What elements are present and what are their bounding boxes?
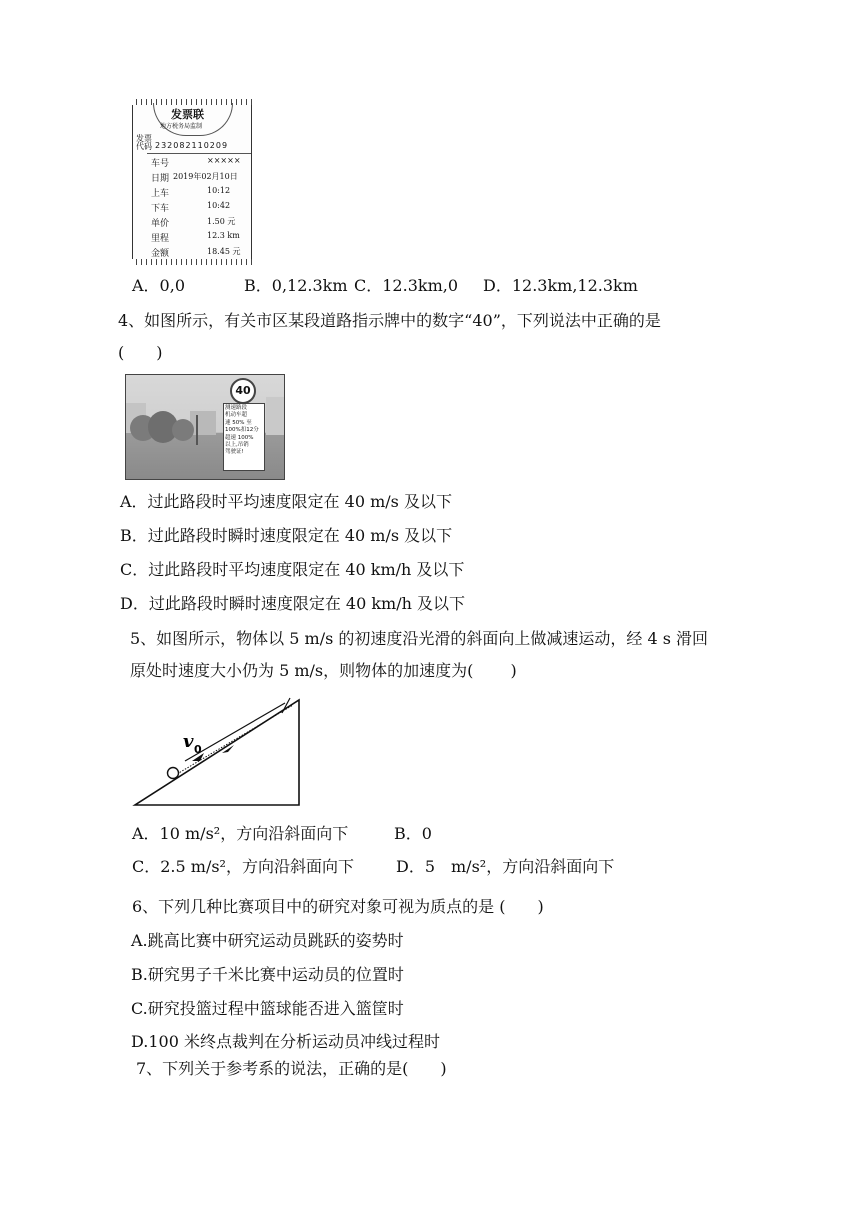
receipt-stamp-subtitle: 地方税务局监制 (160, 123, 203, 130)
q6-option-d: D.100 米终点裁判在分析运动员冲线过程时 (131, 1032, 440, 1051)
q3-option-d: D．12.3km,12.3km (483, 276, 638, 295)
incline-diagram (130, 695, 305, 810)
receipt-row-label: 单价 (151, 219, 170, 229)
q5-stem: 5、如图所示，物体以 5 m/s 的初速度沿光滑的斜面向上做减速运动，经 4 s 滑回 (130, 629, 709, 648)
q4-option-d: D．过此路段时瞬时速度限定在 40 km/h 及以下 (120, 594, 466, 613)
q3-option-c: C．12.3km,0 (354, 276, 459, 295)
v0-label: v (183, 731, 194, 752)
tree (172, 419, 194, 441)
receipt-row-value: 1.50 元 (207, 217, 236, 226)
receipt-code-label-2: 代码 (136, 142, 152, 151)
receipt-code-value: 232082110209 (155, 141, 229, 150)
building (266, 397, 284, 435)
receipt-code-label-1: 发票 (136, 134, 152, 143)
q7-stem: 7、下列关于参考系的说法，正确的是( ) (136, 1059, 447, 1078)
q5-option-a: A．10 m/s²，方向沿斜面向下 (132, 824, 349, 843)
ball (168, 768, 179, 779)
v0-subscript: 0 (194, 743, 202, 756)
lamp-post (196, 415, 198, 445)
q5-option-c: C．2.5 m/s²，方向沿斜面向下 (132, 857, 354, 876)
q4-option-b: B．过此路段时瞬时速度限定在 40 m/s 及以下 (120, 526, 453, 545)
taxi-receipt-image (132, 102, 252, 262)
q5-option-d: D．5 m/s²，方向沿斜面向下 (396, 857, 615, 876)
q5-option-b: B．0 (394, 824, 432, 843)
receipt-row-value: 12.3 km (207, 231, 240, 240)
receipt-row-value: 10:12 (207, 186, 231, 195)
receipt-row-label: 里程 (151, 234, 170, 244)
q3-option-b: B．0,12.3km (244, 276, 348, 295)
receipt-row-label: 下车 (151, 204, 170, 214)
receipt-bottom-edge (132, 259, 252, 265)
speed-limit-sign-text: 测速路段 机动车超 速 50% 至 100%扣12分 超速 100% 以上,吊销 驾驶证! (223, 403, 265, 471)
q6-stem: 6、下列几种比赛项目中的研究对象可视为质点的是 ( ) (132, 897, 544, 916)
receipt-stamp-title: 发票联 (171, 108, 204, 121)
receipt-row-value: 18.45 元 (207, 247, 241, 256)
speed-limit-photo (125, 374, 285, 480)
q4-option-c: C．过此路段时平均速度限定在 40 km/h 及以下 (120, 560, 465, 579)
q6-option-b: B.研究男子千米比赛中运动员的位置时 (131, 965, 404, 984)
receipt-divider (147, 153, 251, 154)
receipt-row-label: 金额 (151, 249, 170, 259)
q4-stem-bracket: ( ) (118, 343, 163, 362)
speed-limit-sign (221, 377, 265, 471)
receipt-row-value: 2019年02月10日 (173, 172, 238, 181)
q4-stem: 4、如图所示，有关市区某段道路指示牌中的数字“40”，下列说法中正确的是 (118, 311, 661, 330)
q4-option-a: A．过此路段时平均速度限定在 40 m/s 及以下 (120, 492, 452, 511)
receipt-row-value: 10:42 (207, 201, 231, 210)
incline-triangle (135, 700, 299, 805)
q6-option-c: C.研究投篮过程中篮球能否进入篮筐时 (131, 999, 404, 1018)
receipt-row-label: 日期 (151, 174, 170, 184)
q3-option-a: A．0,0 (132, 276, 186, 295)
q6-option-a: A.跳高比赛中研究运动员跳跃的姿势时 (131, 931, 404, 950)
speed-limit-number: 40 (230, 378, 256, 404)
receipt-row-label: 上车 (151, 189, 170, 199)
receipt-row-label: 车号 (151, 159, 170, 169)
top-tick (282, 698, 290, 713)
receipt-row-value: ××××× (207, 156, 241, 165)
q5-stem-cont: 原处时速度大小仍为 5 m/s，则物体的加速度为( ) (130, 661, 517, 680)
